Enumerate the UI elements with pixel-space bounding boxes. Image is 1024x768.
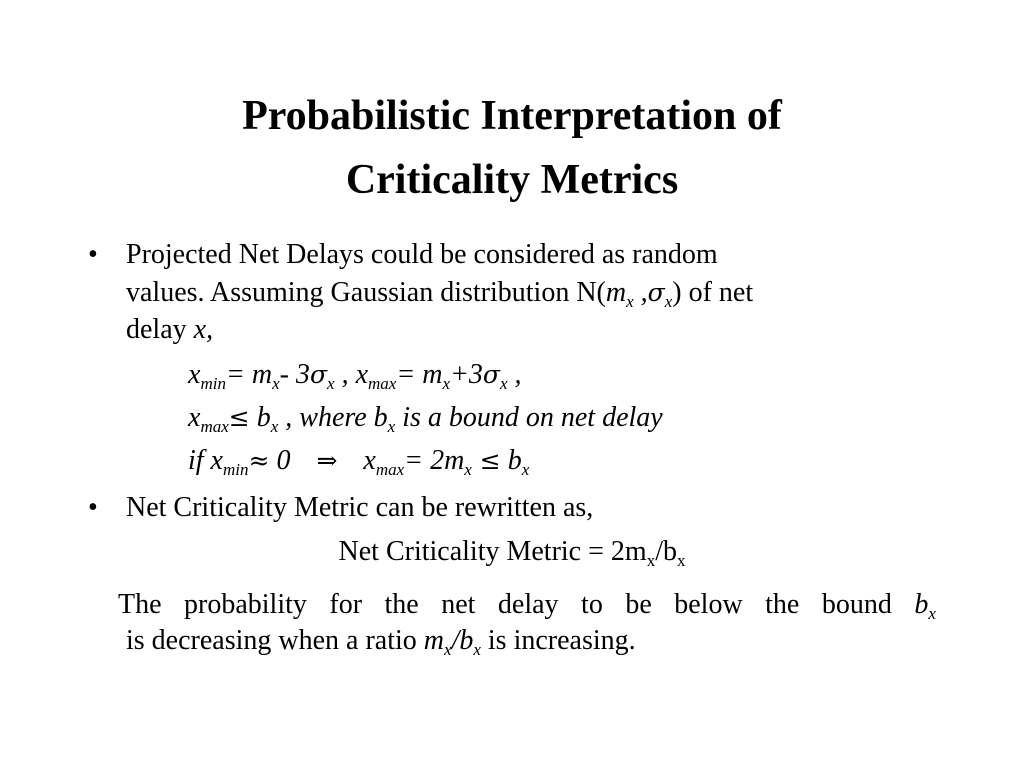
eq-text: = 2m: [404, 445, 465, 476]
leq-symbol: ≤: [471, 446, 501, 475]
paragraph-word: probability: [184, 589, 307, 620]
subscript-x: x: [464, 460, 472, 479]
bullet-1-line-3: [126, 313, 213, 347]
eq-text: if x: [188, 445, 223, 476]
bullet-1-text: ) of net: [672, 277, 754, 308]
var-b: b: [914, 589, 929, 620]
subscript-max: max: [375, 460, 405, 479]
subscript-x: x: [626, 292, 634, 311]
metric-formula: [0, 535, 1024, 569]
var-b: b: [500, 445, 522, 476]
sigma-symbol: σ: [309, 360, 328, 389]
eq-text: = m: [225, 359, 273, 390]
subscript-x: x: [327, 374, 335, 393]
eq-text: /b: [451, 625, 474, 656]
variable-x: x,: [193, 314, 214, 345]
subscript-x: x: [444, 640, 452, 659]
paragraph-word: The: [118, 589, 162, 620]
eq-text: 0: [269, 445, 291, 476]
paragraph-word: to: [581, 589, 603, 620]
bullet-1-line-2: [126, 276, 753, 310]
eq-text: +3: [450, 359, 483, 390]
paragraph-line-1: [118, 588, 936, 622]
eq-text: , where b: [278, 402, 388, 433]
subscript-x: x: [521, 460, 530, 479]
bullet-marker-2: •: [88, 492, 98, 523]
subscript-x: x: [272, 374, 280, 393]
var-b: b: [249, 402, 271, 433]
eq-text: ,: [507, 359, 522, 390]
subscript-x: x: [387, 417, 396, 436]
subscript-x: x: [928, 604, 936, 623]
paragraph-word: be: [625, 589, 652, 620]
mean-symbol: m: [605, 277, 627, 308]
bullet-1-line-1: Projected Net Delays could be considered as random: [126, 239, 718, 270]
approx-symbol: ≈: [248, 446, 270, 475]
paragraph-word: net: [441, 589, 476, 620]
slide-title: [0, 84, 1024, 212]
paragraph-line-2: [126, 624, 636, 658]
bullet-1-text: values. Assuming Gaussian distribution N(: [126, 277, 606, 308]
metric-text: /b: [655, 536, 677, 567]
comma: ,: [633, 277, 648, 308]
eq-text: is a bound on net delay: [395, 402, 663, 433]
paragraph-text: is decreasing when a ratio: [126, 625, 424, 656]
paragraph-word: bound: [821, 589, 892, 620]
leq-symbol: ≤: [228, 403, 250, 432]
subscript-x: x: [442, 374, 450, 393]
title-line-2: Criticality Metrics: [345, 157, 679, 203]
sigma-symbol: σ: [647, 278, 665, 307]
subscript-x: x: [676, 551, 686, 570]
implies-symbol: ⇒: [316, 446, 338, 475]
paragraph-word: for: [329, 589, 363, 620]
subscript-max: max: [200, 417, 229, 436]
eq-text: - 3: [279, 359, 310, 390]
bullet-marker-1: •: [88, 239, 98, 270]
paragraph-text: is increasing.: [480, 625, 636, 656]
sigma-symbol: σ: [482, 360, 500, 389]
equation-bound: [188, 401, 663, 435]
title-line-1: Probabilistic Interpretation of: [242, 93, 782, 139]
bound-symbol: [914, 588, 936, 622]
paragraph-word: delay: [497, 589, 559, 620]
bullet-1-text: delay: [126, 314, 194, 345]
var-x: x: [188, 359, 201, 390]
subscript-x: x: [664, 292, 673, 311]
subscript-min: min: [200, 374, 226, 393]
paragraph-word: the: [384, 589, 419, 620]
subscript-x: x: [270, 417, 279, 436]
equation-implication: [188, 444, 529, 478]
bullet-2-line-1: Net Criticality Metric can be rewritten as,: [126, 492, 594, 523]
paragraph-word: below: [674, 589, 743, 620]
subscript-min: min: [223, 460, 249, 479]
metric-text: Net Criticality Metric = 2m: [338, 536, 647, 567]
subscript-max: max: [368, 374, 397, 393]
eq-text: ,: [334, 359, 356, 390]
subscript-x: x: [646, 551, 656, 570]
subscript-x: x: [499, 374, 508, 393]
subscript-x: x: [473, 640, 481, 659]
paragraph-word: the: [765, 589, 800, 620]
var-m: m: [423, 625, 445, 656]
var-x: x: [363, 445, 376, 476]
eq-text: = m: [396, 359, 443, 390]
var-x: x: [188, 402, 201, 433]
equation-min-max: [188, 358, 522, 392]
var-x: x: [355, 359, 368, 390]
